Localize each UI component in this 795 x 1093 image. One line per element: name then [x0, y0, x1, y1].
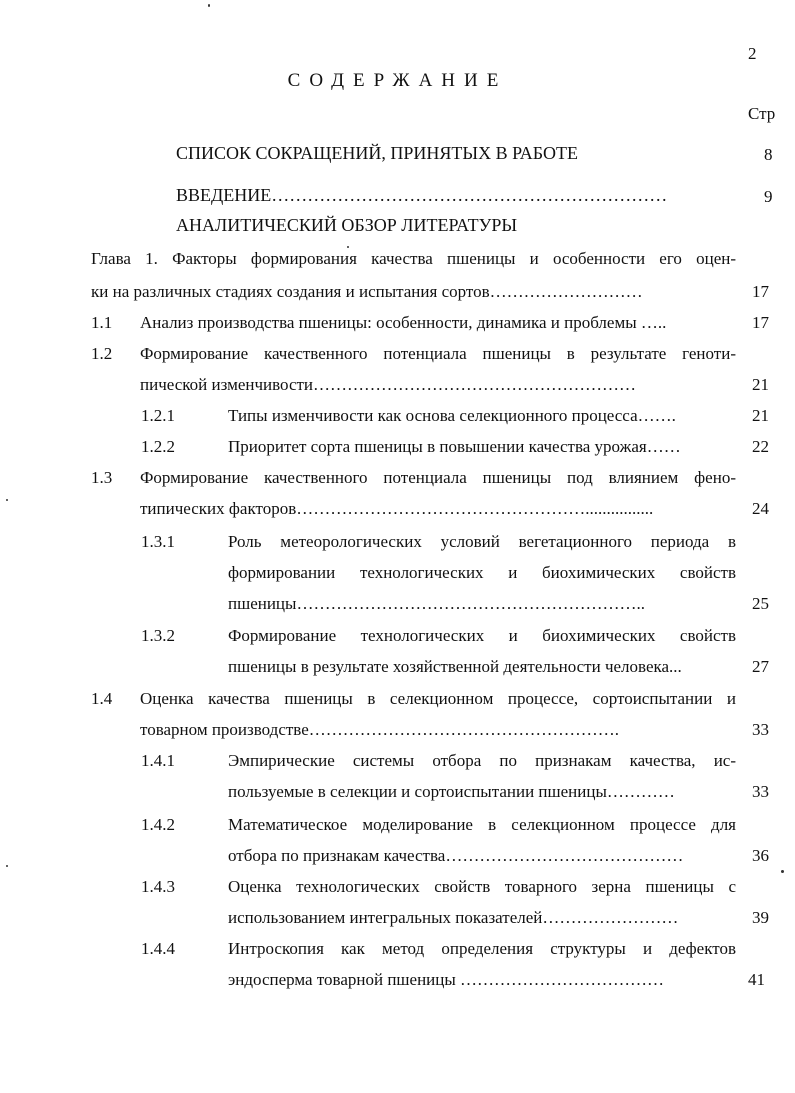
toc-entry-text [140, 689, 736, 709]
toc-entry-line: Формирование качественного потенциала пшеницы в результате геноти- [140, 344, 736, 363]
toc-entry-page: 39 [752, 908, 769, 927]
toc-entry-line: Оценка качества пшеницы в селекционном процессе, сортоиспытании и [140, 689, 736, 708]
toc-entry-page: 21 [752, 375, 769, 394]
toc-entry-page: 33 [752, 720, 769, 739]
toc-entry-number: 1.3.2 [141, 626, 175, 645]
toc-chapter-line: Глава 1. Факторы формирования качества пшеницы и особенности его оцен- [91, 249, 736, 268]
toc-entry-line: Роль метеорологических условий вегетационного периода в [228, 532, 736, 551]
page-title: СОДЕРЖАНИЕ [287, 70, 508, 91]
toc-entry-page: 25 [752, 594, 769, 613]
toc-entry-text [228, 751, 736, 771]
toc-entry-page: 36 [752, 846, 769, 865]
toc-entry-line: использованием интегральных показателей…………………… [228, 908, 679, 927]
toc-entry-line: пшеницы…………………………………………………….. [228, 594, 645, 613]
toc-entry-number: 1.3.1 [141, 532, 175, 551]
toc-entry-line: Приоритет сорта пшеницы в повышении качества урожая…… [228, 437, 681, 456]
toc-entry-text [228, 815, 736, 835]
toc-entry-number: 1.4.4 [141, 939, 175, 958]
toc-entry-line: пшеницы в результате хозяйственной деятельности человека... [228, 657, 682, 676]
toc-chapter-page: 17 [752, 282, 769, 301]
toc-entry-page: 22 [752, 437, 769, 456]
toc-entry-number: 1.2 [91, 344, 113, 363]
toc-entry-line: товарном производстве………………………………………………. [140, 720, 620, 739]
toc-entry-page: 33 [752, 782, 769, 801]
toc-entry-text [228, 532, 736, 552]
scan-speck [6, 499, 8, 501]
toc-entry-line: формировании технологических и биохимических свойств [228, 563, 736, 582]
scan-speck [781, 870, 784, 873]
toc-entry-text [140, 344, 736, 364]
toc-entry-line: Оценка технологических свойств товарного зерна пшеницы с [228, 877, 736, 896]
toc-entry-number: 1.2.2 [141, 437, 175, 456]
toc-entry-line: Интроскопия как метод определения структуры и дефектов [228, 939, 736, 958]
toc-chapter-title [91, 249, 736, 269]
toc-abbreviations-page: 8 [764, 145, 773, 164]
toc-entry-number: 1.4.1 [141, 751, 175, 770]
toc-entry-line: Анализ производства пшеницы: особенности, динамика и проблемы ….. [140, 313, 667, 332]
toc-entry-line: типических факторов……………………………………………................ [140, 499, 654, 518]
toc-entry-page: 41 [748, 970, 765, 989]
toc-introduction-title: ВВЕДЕНИЕ………………………………………………………… [176, 185, 668, 205]
toc-introduction-page: 9 [764, 187, 773, 206]
toc-literature-review-title: АНАЛИТИЧЕСКИЙ ОБЗОР ЛИТЕРАТУРЫ [176, 215, 518, 235]
toc-entry-text [228, 877, 736, 897]
toc-abbreviations-title: СПИСОК СОКРАЩЕНИЙ, ПРИНЯТЫХ В РАБОТЕ [176, 143, 579, 163]
scan-speck [208, 4, 210, 7]
toc-entry-text [228, 939, 736, 959]
toc-entry-line: пической изменчивости………………………………………………… [140, 375, 637, 394]
toc-entry-text [228, 563, 736, 583]
toc-entry-line: пользуемые в селекции и сортоиспытании пшеницы………… [228, 782, 675, 801]
toc-entry-number: 1.1 [91, 313, 113, 332]
toc-entry-line: Формирование технологических и биохимических свойств [228, 626, 736, 645]
scan-speck [347, 246, 349, 248]
toc-entry-number: 1.2.1 [141, 406, 175, 425]
toc-entry-number: 1.4.3 [141, 877, 175, 896]
toc-entry-line: Эмпирические системы отбора по признакам качества, ис- [228, 751, 736, 770]
toc-entry-page: 17 [752, 313, 769, 332]
toc-chapter-line: ки на различных стадиях создания и испытания сортов……………………… [91, 282, 643, 301]
toc-entry-text [228, 626, 736, 646]
toc-entry-line: Формирование качественного потенциала пшеницы под влиянием фено- [140, 468, 736, 487]
toc-entry-line: отбора по признакам качества…………………………………… [228, 846, 684, 865]
toc-entry-page: 21 [752, 406, 769, 425]
toc-entry-number: 1.4.2 [141, 815, 175, 834]
toc-entry-page: 27 [752, 657, 769, 676]
page-number: 2 [748, 44, 757, 63]
toc-entry-page: 24 [752, 499, 769, 518]
scan-speck [6, 865, 8, 867]
toc-entry-line: Математическое моделирование в селекционном процессе для [228, 815, 736, 834]
page-column-label: Стр [748, 104, 776, 123]
toc-entry-text [140, 468, 736, 488]
toc-entry-number: 1.4 [91, 689, 113, 708]
toc-entry-number: 1.3 [91, 468, 113, 487]
toc-entry-line: Типы изменчивости как основа селекционного процесса……. [228, 406, 676, 425]
toc-entry-line: эндосперма товарной пшеницы ……………………………… [228, 970, 665, 989]
